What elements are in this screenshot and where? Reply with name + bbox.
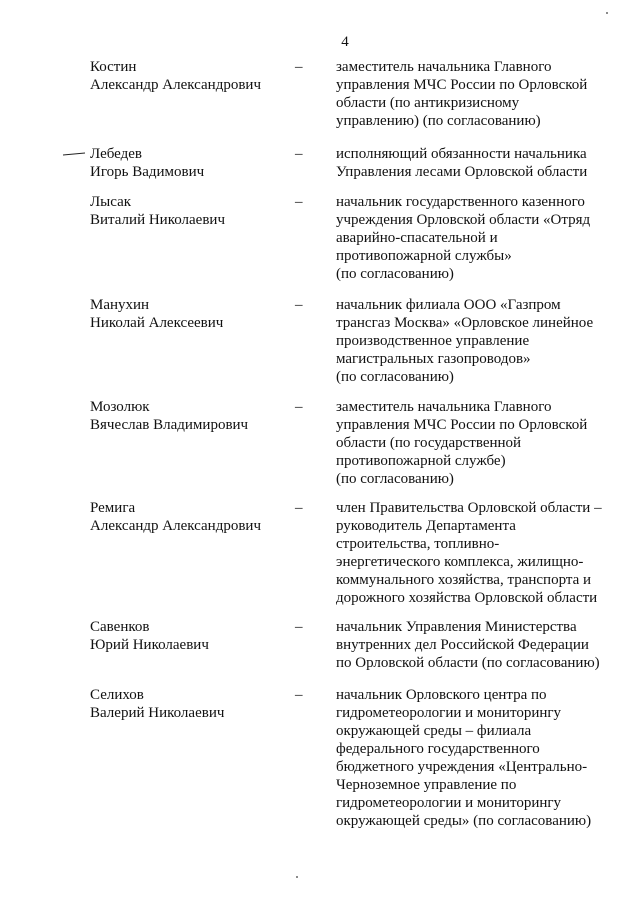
separator-dash: – [295, 619, 303, 635]
scan-speck [606, 12, 608, 14]
role-line: строительства, топливно- [336, 536, 500, 552]
member-name [90, 193, 290, 229]
role-line: (по согласованию) [336, 471, 454, 487]
role-line: трансгаз Москва» «Орловское линейное [336, 315, 594, 331]
member-role [336, 193, 626, 283]
member-name [90, 58, 290, 94]
member-surname: Савенков [90, 619, 150, 635]
member-surname: Манухин [90, 297, 150, 313]
member-name [90, 686, 290, 722]
role-line: внутренних дел Российской Федерации [336, 637, 589, 653]
member-given-names: Юрий Николаевич [90, 637, 209, 653]
role-line: заместитель начальника Главного [336, 399, 552, 415]
role-line: Управления лесами Орловской области [336, 164, 588, 180]
role-line: дорожного хозяйства Орловской области [336, 590, 598, 606]
role-line: федерального государственного [336, 741, 540, 757]
role-line: противопожарной службе) [336, 453, 506, 469]
separator-dash: – [295, 500, 303, 516]
member-given-names: Валерий Николаевич [90, 705, 225, 721]
role-line: по Орловской области (по согласованию) [336, 655, 600, 671]
role-line: (по согласованию) [336, 266, 454, 282]
role-line: руководитель Департамента [336, 518, 516, 534]
role-line: заместитель начальника Главного [336, 59, 552, 75]
member-given-names: Александр Александрович [90, 77, 261, 93]
member-given-names: Игорь Вадимович [90, 164, 205, 180]
separator-dash: – [295, 194, 303, 210]
separator-dash: – [295, 297, 303, 313]
role-line: член Правительства Орловской области – [336, 500, 602, 516]
role-line: аварийно-спасательной и [336, 230, 498, 246]
member-role [336, 58, 626, 130]
role-line: управлению) (по согласованию) [336, 113, 541, 129]
member-role [336, 618, 626, 672]
member-role [336, 145, 626, 181]
role-line: бюджетного учреждения «Центрально- [336, 759, 588, 775]
member-name [90, 398, 290, 434]
member-role [336, 499, 626, 607]
separator-dash: – [295, 146, 303, 162]
member-surname: Мозолюк [90, 399, 150, 415]
member-role [336, 398, 626, 488]
role-line: начальник Орловского центра по [336, 687, 547, 703]
role-line: начальник филиала ООО «Газпром [336, 297, 561, 313]
separator-dash: – [295, 687, 303, 703]
role-line: магистральных газопроводов» [336, 351, 531, 367]
member-given-names: Виталий Николаевич [90, 212, 225, 228]
role-line: управления МЧС России по Орловской [336, 77, 588, 93]
role-line: учреждения Орловской области «Отряд [336, 212, 591, 228]
member-given-names: Вячеслав Владимирович [90, 417, 249, 433]
role-line: окружающей среды» (по согласованию) [336, 813, 592, 829]
pen-mark [62, 152, 86, 156]
role-line: противопожарной службы» [336, 248, 512, 264]
role-line: окружающей среды – филиала [336, 723, 532, 739]
member-name [90, 296, 290, 332]
role-line: Черноземное управление по [336, 777, 517, 793]
role-line: производственное управление [336, 333, 530, 349]
member-role [336, 686, 626, 830]
role-line: начальник Управления Министерства [336, 619, 577, 635]
member-surname: Селихов [90, 687, 144, 703]
member-name [90, 499, 290, 535]
role-line: управления МЧС России по Орловской [336, 417, 588, 433]
member-surname: Лебедев [90, 146, 142, 162]
role-line: коммунального хозяйства, транспорта и [336, 572, 592, 588]
member-name [90, 145, 290, 181]
role-line: (по согласованию) [336, 369, 454, 385]
separator-dash: – [295, 59, 303, 75]
scan-speck [296, 876, 298, 878]
member-surname: Лысак [90, 194, 132, 210]
role-line: исполняющий обязанности начальника [336, 146, 587, 162]
role-line: начальник государственного казенного [336, 194, 585, 210]
member-role [336, 296, 626, 386]
role-line: энергетического комплекса, жилищно- [336, 554, 584, 570]
page-number: 4 [341, 34, 349, 50]
member-given-names: Александр Александрович [90, 518, 261, 534]
member-surname: Ремига [90, 500, 136, 516]
member-surname: Костин [90, 59, 137, 75]
role-line: гидрометеорологии и мониторингу [336, 795, 562, 811]
member-name [90, 618, 290, 654]
role-line: гидрометеорологии и мониторингу [336, 705, 562, 721]
separator-dash: – [295, 399, 303, 415]
member-given-names: Николай Алексеевич [90, 315, 224, 331]
role-line: области (по государственной [336, 435, 522, 451]
role-line: области (по антикризисному [336, 95, 520, 111]
